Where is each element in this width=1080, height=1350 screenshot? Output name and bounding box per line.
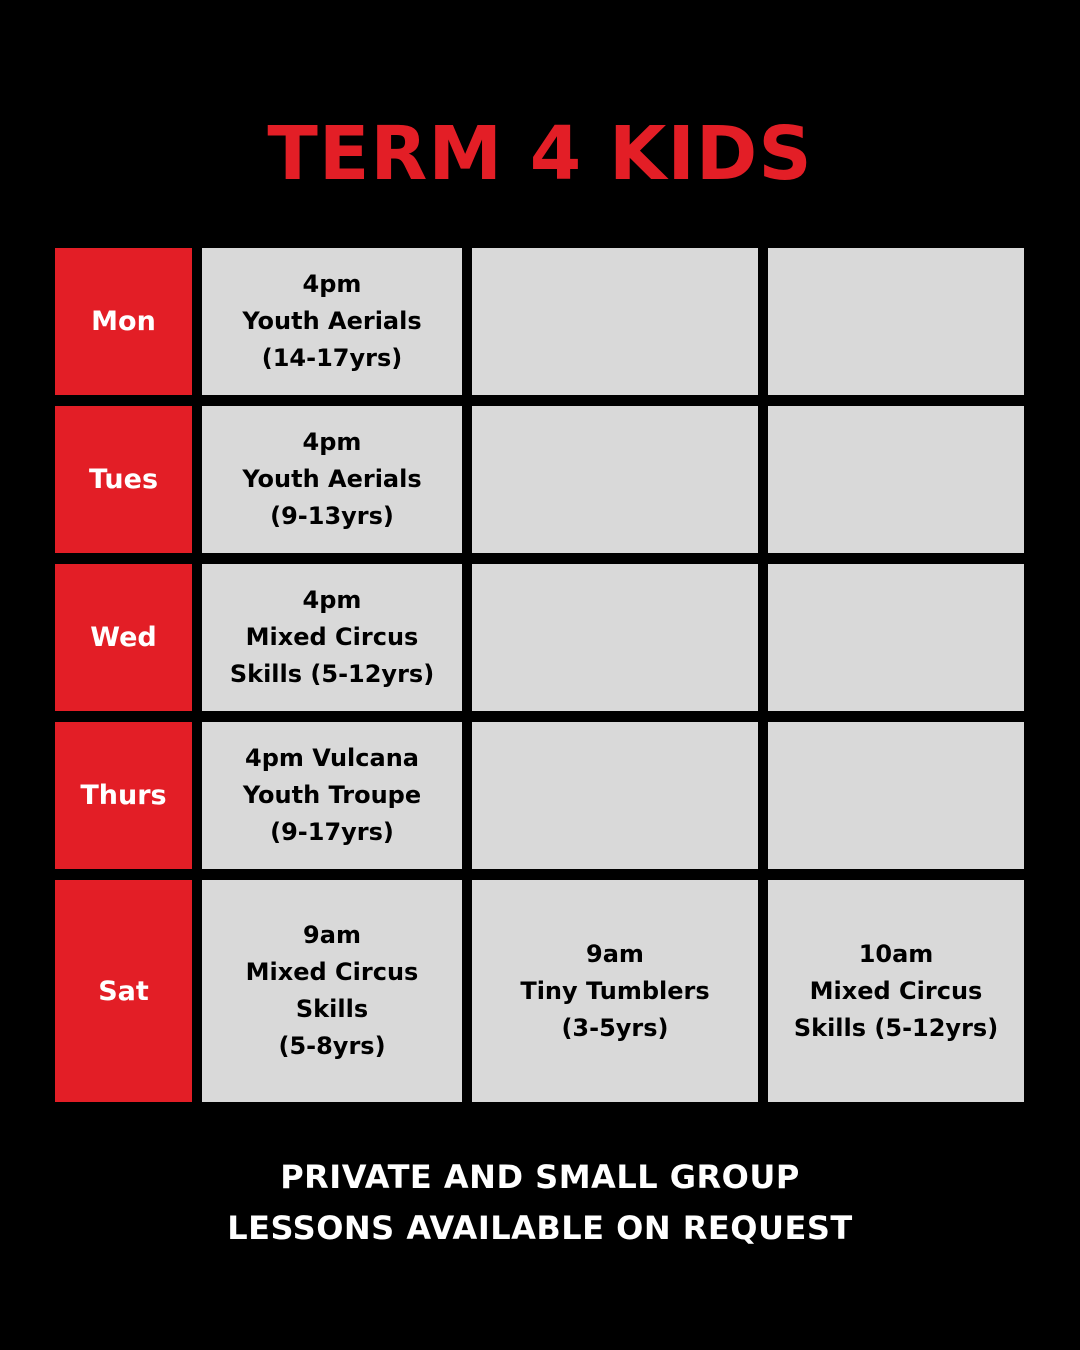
day-label-mon: Mon bbox=[55, 248, 192, 395]
class-cell bbox=[472, 406, 758, 553]
footer-line-2: LESSONS AVAILABLE ON REQUEST bbox=[227, 1209, 853, 1247]
footer-line-1: PRIVATE AND SMALL GROUP bbox=[280, 1158, 800, 1196]
footer-note bbox=[0, 1152, 1080, 1254]
class-cell bbox=[202, 406, 462, 553]
class-cell bbox=[472, 722, 758, 869]
class-cell bbox=[768, 880, 1024, 1102]
class-text: 4pm Youth Aerials (9-13yrs) bbox=[242, 428, 422, 530]
class-cell bbox=[768, 406, 1024, 553]
class-cell bbox=[768, 722, 1024, 869]
day-label-wed: Wed bbox=[55, 564, 192, 711]
day-label-thurs: Thurs bbox=[55, 722, 192, 869]
day-label-sat: Sat bbox=[55, 880, 192, 1102]
class-cell bbox=[202, 722, 462, 869]
class-text: 10am Mixed Circus Skills (5-12yrs) bbox=[793, 939, 999, 1042]
class-cell bbox=[202, 564, 462, 711]
class-cell bbox=[472, 564, 758, 711]
class-cell bbox=[472, 248, 758, 395]
class-cell bbox=[202, 248, 462, 395]
schedule-table bbox=[55, 248, 1025, 1102]
page-title: TERM 4 KIDS bbox=[267, 111, 813, 197]
class-text: 4pm Vulcana Youth Troupe (9-17yrs) bbox=[242, 744, 422, 846]
class-text: 9am Mixed Circus Skills (5-8yrs) bbox=[245, 921, 419, 1060]
day-label-tues: Tues bbox=[55, 406, 192, 553]
class-text: 4pm Mixed Circus Skills (5-12yrs) bbox=[229, 586, 435, 688]
class-cell bbox=[768, 248, 1024, 395]
class-cell bbox=[472, 880, 758, 1102]
class-text: 9am Tiny Tumblers (3-5yrs) bbox=[520, 939, 710, 1042]
class-cell bbox=[202, 880, 462, 1102]
class-cell bbox=[768, 564, 1024, 711]
class-text: 4pm Youth Aerials (14-17yrs) bbox=[242, 270, 422, 372]
